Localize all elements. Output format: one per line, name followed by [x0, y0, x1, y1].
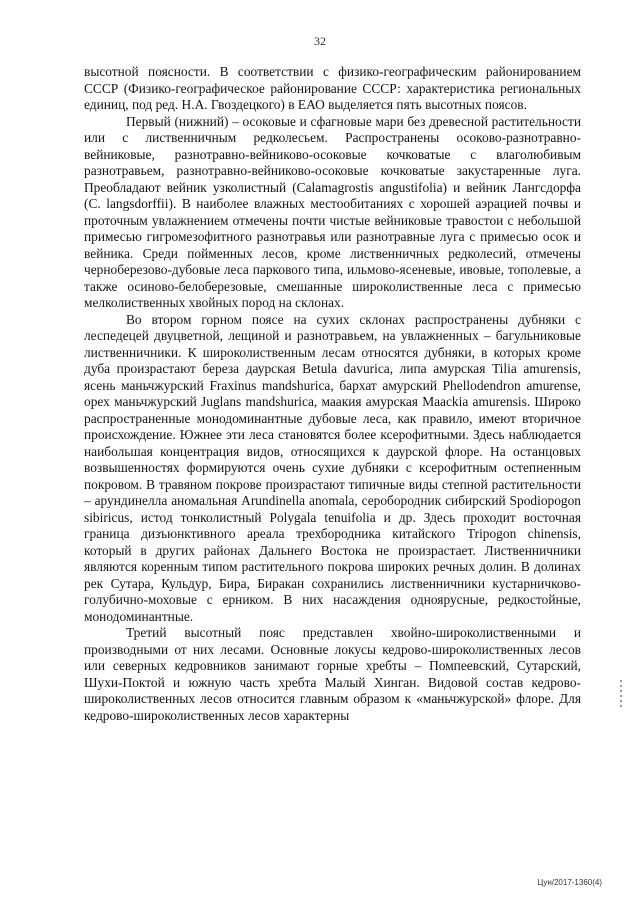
paragraph-intro: высотной поясности. В соответствии с физико-географическим районированием СССР (Физико-географическое районирование СССР: характеристика региональных единиц, под ред. Н.А. Гвоздецкого) в ЕАО выделяется пять высотных поясов.	[84, 64, 581, 112]
paragraph-second-belt: Во втором горном поясе на сухих склонах распространены дубняки с леспедецей двуцветной, лещиной и разнотравьем, на увлажненных – багульниковые лиственничники. К широколиственным лесам относятся дубняки, в которых кроме дуба произрастают береза даурская Betula davurica, липа амурская Tilia amurensis, ясень маньчжурский Fraxinus mandshurica, бархат амурский Phellodendron amurense, орех маньчжурский Juglans mandshurica, маакия амурская Maackia amurensis. Широко распространенные монодоминантные дубовые леса, как правило, имеют вторичное происхождение. Южнее эти леса становятся более ксерофитными. Здесь наблюдается наибольшая концентрация видов, относящихся к даурской флоре. На останцовых возвышенностях формируются очень сухие дубняки с ксерофитным остепненным покровом. В травяном покрове произрастают типичные виды степной растительности – арундинелла аномальная Arundinella anomala, серобородник сибирский Spodiopogon sibiricus, истод тонколистный Polygala tenuifolia и др. Здесь проходит восточная граница дизъюнктивного ареала трехбородника китайского Tripogon chinensis, который в других районах Дальнего Востока не произрастает. Лиственничники являются коренным типом растительного покрова широких речных долин. В долинах рек Сутара, Кульдур, Бира, Биракан сохранились лиственничники кустарничково-голубично-моховые с ерником. В них насаждения одноярусные, редкостойные, монодоминантные.	[84, 311, 581, 624]
document-body	[84, 64, 581, 724]
document-code: Цун/2017-1360(4)	[537, 878, 602, 887]
paragraph-third-belt: Третий высотный пояс представлен хвойно-широколиственными и производными от них лесами. Основные локусы кедрово-широколиственных лесов или северных кедровников занимают горные хребты – Помпеевский, Сутарский, Шухи-Поктой и южную часть хребта Малый Хинган. Видовой состав кедрово-широколиственных лесов относится главным образом к «маньчжурской» флоре. Для кедрово-широколиственных лесов характерны	[84, 625, 581, 723]
scan-margin-mark	[620, 680, 622, 710]
paragraph-first-belt: Первый (нижний) – осоковые и сфагновые мари без древесной растительности или с лиственничным редколесьем. Распространены осоково-разнотравно-вейниковые, разнотравно-вейниково-осоковые кочковатые с влаголюбивым разнотравьем, разнотравно-вейниково-осоковые кочковатые закустаренные луга. Преобладают вейник узколистный (Calamagrostis angustifolia) и вейник Лангсдорфа (C. langsdorffii). В наиболее влажных местообитаниях с хорошей аэрацией почвы и проточным увлажнением отмечены почти чистые вейниковые травостои с небольшой примесью гигромезофитного разнотравья или разнотравные луга с примесью осок и вейника. Среди пойменных лесов, кроме лиственничных редколесий, отмечены черноберезово-дубовые леса паркового типа, ильмово-ясеневые, ивовые, тополевые, а также осиново-белоберезовые, смешанные широколиственные леса с примесью мелколиственных хвойных пород на склонах.	[84, 113, 581, 310]
page-number: 32	[314, 34, 326, 48]
